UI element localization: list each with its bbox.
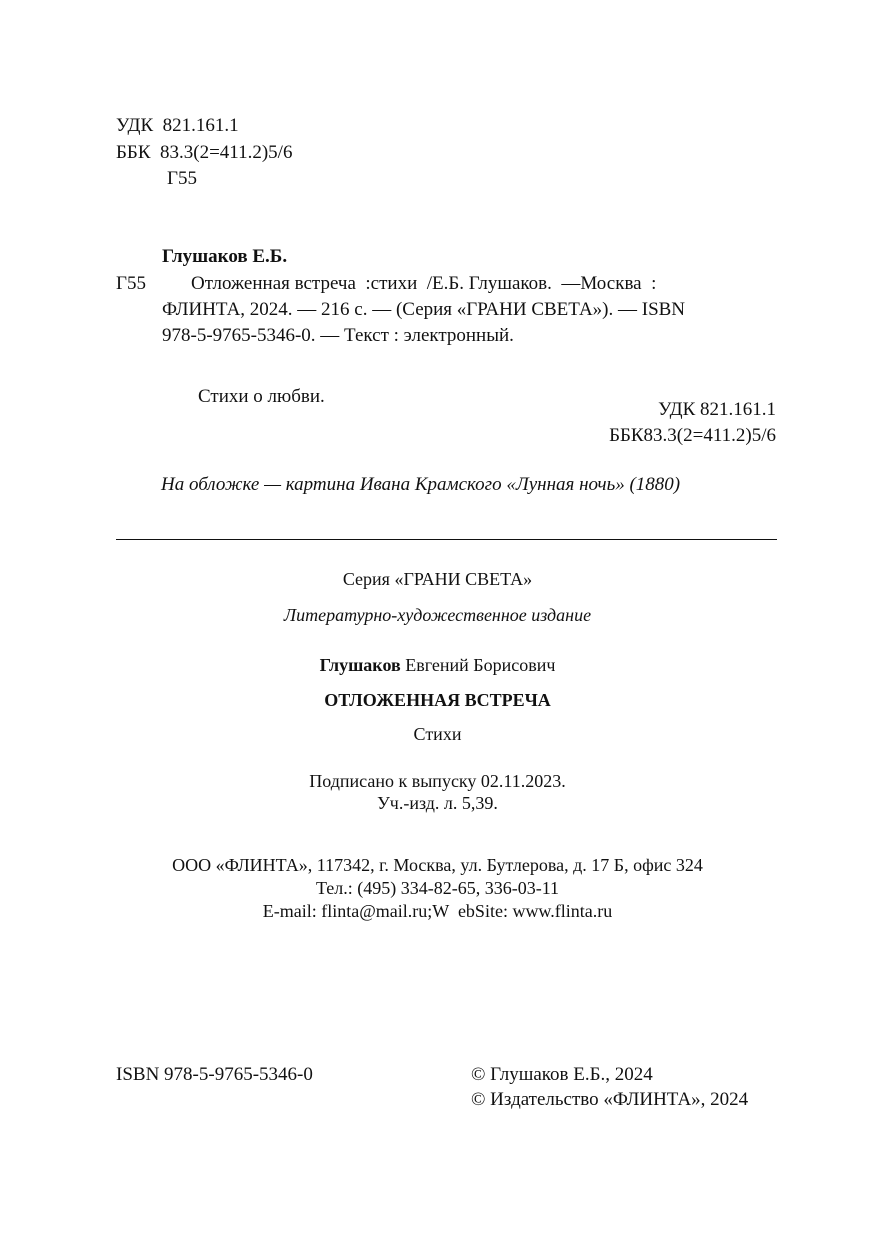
- bbk-code: [116, 141, 292, 165]
- author-mark: Г55: [167, 168, 197, 189]
- book-title: ОТЛОЖЕННАЯ ВСТРЕЧА: [324, 690, 551, 710]
- card-line-1: Отложенная встреча :стихи /Е.Б. Глушаков. —Москва :: [191, 273, 657, 294]
- publisher-address: ООО «ФЛИНТА», 117342, г. Москва, ул. Бутлерова, д. 17 Б, офис 324: [172, 855, 703, 875]
- cover-note: На обложке — картина Ивана Крамского «Лунная ночь» (1880): [161, 474, 681, 495]
- copyright-author: © Глушаков Е.Б., 2024: [471, 1064, 653, 1085]
- publishing-sheets: Уч.-изд. л. 5,39.: [377, 793, 498, 813]
- udk-value: 821.161.1: [162, 115, 239, 136]
- card-mark: Г55: [116, 273, 146, 294]
- card-line-3: 978-5-9765-5346-0. — Текст : электронный.: [162, 325, 514, 346]
- publisher-contacts: E-mail: flinta@mail.ru;W ebSite: www.flinta.ru: [262, 901, 613, 921]
- card-annotation: Стихи о любви.: [198, 386, 325, 407]
- card-author-heading: Глушаков Е.Б.: [162, 246, 288, 267]
- author-names: Евгений Борисович: [405, 655, 556, 675]
- udk-label: УДК: [116, 115, 154, 136]
- edition-type: Литературно-художественное издание: [283, 605, 592, 625]
- series-line: Серия «ГРАНИ СВЕТА»: [342, 569, 533, 589]
- author-full-name: [0, 654, 875, 676]
- isbn: ISBN 978-5-9765-5346-0: [116, 1064, 313, 1085]
- genre: Стихи: [413, 724, 462, 744]
- signed-date: Подписано к выпуску 02.11.2023.: [309, 771, 566, 791]
- publisher-phone: Тел.: (495) 334-82-65, 336-03-11: [315, 878, 560, 898]
- divider: [116, 539, 777, 540]
- card-udk-right: УДК 821.161.1: [658, 399, 776, 420]
- bbk-label: ББК: [116, 142, 151, 163]
- copyright-publisher: © Издательство «ФЛИНТА», 2024: [471, 1089, 749, 1110]
- card-bbk-right: ББК83.3(2=411.2)5/6: [609, 425, 776, 446]
- card-line-2: ФЛИНТА, 2024. — 216 с. — (Серия «ГРАНИ СВЕТА»). — ISBN: [162, 299, 686, 320]
- author-surname: Глушаков: [319, 655, 401, 675]
- bbk-value: 83.3(2=411.2)5/6: [160, 142, 293, 163]
- udk-code: [116, 114, 239, 138]
